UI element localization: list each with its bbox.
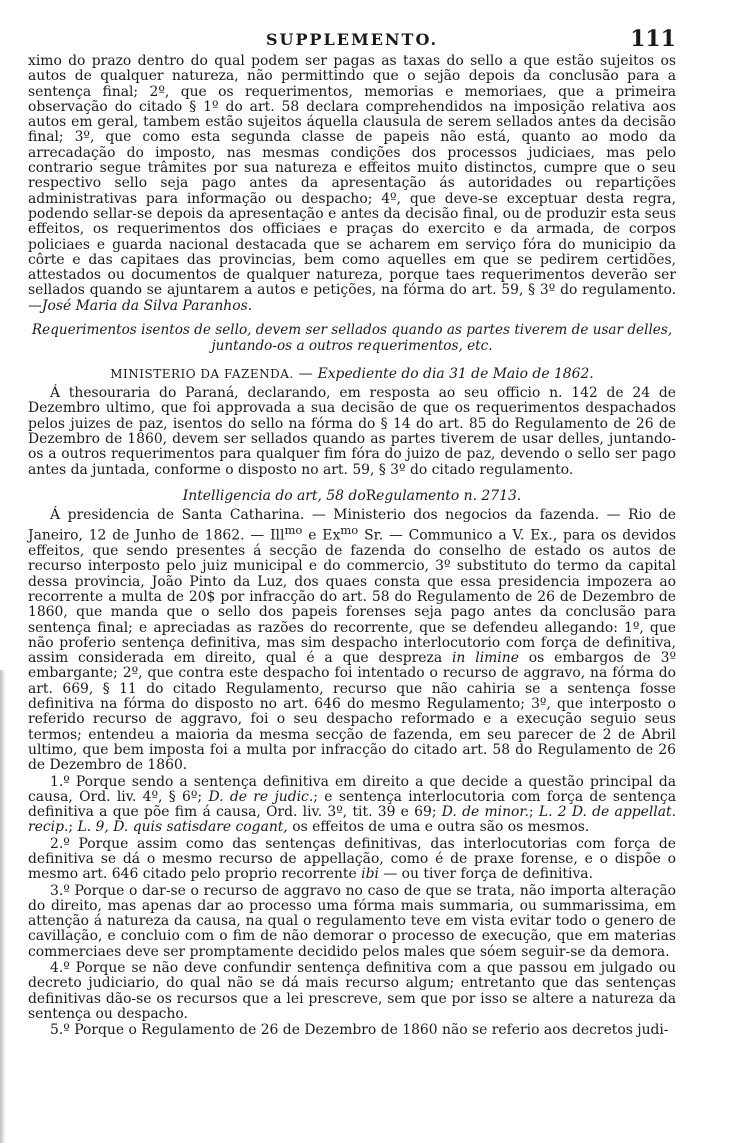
paragraph-thesouraria: Á thesouraria do Paraná, declarando, em resposta ao seu officio n. 142 de 24 de Dezembro ultimo, que foi approvada a sua decisão de que os requerimentos despachados pelos juizes de paz, isentos do sello na fórma do § 14 do art. 85 do Regulamento de 26 de Dezembro de 1860, devem ser sellados quando as partes tiverem de usar delles, juntando-os a outros requerimentos para qualquer fim fóra do juizo de paz, devendo o sello ser pago antes da juntada, conforme o disposto no art. 59, § 3º do citado regulamento. bbox=[28, 385, 676, 478]
ministry-dash: — bbox=[298, 366, 313, 383]
reason-1-text-a: 1.º Porque sendo a sentença definitiva em direito a que decide a questão principal da causa, Ord. liv. 4º, § 6º; bbox=[28, 773, 676, 805]
page-header bbox=[28, 18, 676, 54]
section-heading-initial: R bbox=[365, 487, 377, 504]
ministry-heading bbox=[28, 366, 676, 382]
reason-1-citation-f: L. 2 D. de appellat. recip. bbox=[28, 804, 676, 836]
paragraph-presidencia bbox=[28, 508, 676, 774]
presidencia-text-1: Á presidencia de Santa Catharina. — Ministerio dos negocios da fazenda. — Rio de Janeiro, 12 de Junho de 1862. — Ill bbox=[28, 506, 676, 544]
numbered-reason-4: 4.º Porque se não deve confundir sentença definitiva com a que passou em julgado ou decreto judiciario, do qual não se dá mais recurso algum; entretanto que das sentenças definitivas dão-se os recursos que a lei prescreve, sem que por isso se altere a natureza da sentença ou despacho. bbox=[28, 960, 676, 1022]
reason-1-text-e: ; bbox=[528, 804, 539, 821]
superscript-mo-1: mo bbox=[284, 523, 303, 538]
reason-1-citation-h: L. 9, D. quis satisdare cogant, bbox=[77, 819, 288, 836]
reason-1-text-c: ; e sentença interlocutoria com força de sentença definitiva a que põe fim á causa, Ord. liv. 3º, tit. 39 e 69; bbox=[28, 788, 676, 821]
signature: José Maria da Silva Paranhos. bbox=[41, 297, 253, 314]
numbered-reason-1 bbox=[28, 775, 676, 836]
reason-1-text-i: os effeitos de uma e outra são os mesmos. bbox=[287, 819, 590, 836]
page-edge-shadow bbox=[0, 670, 6, 1143]
book-page bbox=[28, 18, 676, 1133]
presidencia-text-2: e Ex bbox=[302, 527, 341, 544]
numbered-reason-5: 5.º Porque o Regulamento de 26 de Dezembro de 1860 não se referio aos decretos judi- bbox=[50, 1022, 669, 1039]
numbered-reason-3: 3.º Porque o dar-se o recurso de aggravo no caso de que se trata, não importa alteração do direito, mas apenas dar ao processo uma fórma mais summaria, ou summarissima, em attenção á natureza da causa, na qual o regulamento teve em vista evitar todo o genero de cavillação, e concluio com o fim de não demorar o processo de execução, que em materias commerciaes deve ser promptamente decidido pelos males que sóem seguir-se da demora. bbox=[28, 882, 676, 960]
reason-1-citation-d: D. de minor. bbox=[441, 804, 529, 821]
reason-2-latin-ibi: ibi bbox=[361, 866, 379, 883]
numbered-reason-2 bbox=[28, 837, 676, 883]
dispatch-date: Expediente do dia 31 de Maio de 1862. bbox=[317, 366, 594, 383]
superscript-mo-2: mo bbox=[340, 523, 359, 538]
ministry-name: MINISTERIO DA FAZENDA. bbox=[110, 367, 294, 382]
continued-paragraph-text: ximo do prazo dentro do qual podem ser pagas as taxas do sello a que estão sujeitos os autos de qualquer natureza, não permittindo que o sejão depois da conclusão para a sentença final; 2º, que os requerimentos, memorias e memoriaes, que a primeira observação do citado § 1º do art. 58 declara comprehendidos na imposição relativa aos autos em geral, tambem estão sujeitos áquella clausula de serem sellados antes da decisão final; 3º, que como esta segunda classe de papeis não está, quanto ao modo da arrecadação do imposto, nas mesmas condições dos processos judiciaes, mas pelo contrario segue trâmites por sua natureza e effeitos muito distinctos, cumpre que o seu respectivo sello seja pago antes da apresentação ás autoridades ou repartições administrativas para informação ou despacho; 4º, que deve-se exceptuar desta regra, podendo sellar-se depois da apresentação e antes da decisão final, ou de produzir esta seus effeitos, os requerimentos dos officiaes e praças do exercito e da armada, de corpos policiaes e guarda nacional destacada que se acharem em serviço fóra do municipio da côrte e das capitaes das provincias, bem como aquelles em que se pedirem certidões, attestados ou documentos de qualquer natureza, porque taes requerimentos deverão ser sellados quando se ajuntarem a autos e petições, na fórma do art. 59, § 3º do regulamento.— bbox=[28, 53, 676, 314]
continued-paragraph bbox=[28, 54, 676, 314]
running-title: SUPPLEMENTO. bbox=[265, 30, 439, 49]
reason-1-text-g: ; bbox=[68, 819, 78, 836]
section-heading bbox=[28, 488, 676, 504]
reason-1-citation-b: D. de re judic. bbox=[208, 788, 314, 805]
reason-2-text-c: — ou tiver força de definitiva. bbox=[378, 866, 593, 883]
reason-2-text-a: 2.º Porque assim como das sentenças definitivas, das interlocutorias com força de definitiva se dá o mesmo recurso de appellação, como é de praxe forense, e o dispõe o mesmo art. 646 citado pelo proprio recorrente bbox=[28, 835, 676, 883]
rubric-heading: Requerimentos isentos de sello, devem ser sellados quando as partes tiverem de usar delles, juntando-os a outros requerimentos, etc. bbox=[31, 322, 673, 355]
presidencia-text-3: Sr. — Communico a V. Ex., para os devidos effeitos, que sendo presentes á secção de fazenda do conselho de estado os autos de recurso interposto pelo juiz municipal e do commercio, 3º substituto do termo da capital dessa provincia, João Pinto da Luz, dos quaes consta que essa presidencia impozera ao recorrente a multa de 20$ por infracção do art. 58 do Regulamento de 26 de Dezembro de 1860, que manda que o sello dos papeis forenses seja pago antes da conclusão para sentença final; e apreciadas as razões do recorrente, que se defendeu allegando: 1º, que não proferio sentença definitiva, mas sim despacho interlocutorio com força de definitiva, assim considerada em direito, qual é a que despreza bbox=[28, 527, 676, 667]
presidencia-text-4: os embargos de 3º embargante; 2º, que contra este despacho foi intentado o recurso de aggravo, na fórma do art. 669, § 11 do citado Regulamento, recurso que não cahiria se a sentença fosse definitiva na fórma do disposto no art. 646 do mesmo Regulamento; 3º, que interposto o referido recurso de aggravo, foi o seu despacho reformado e a execução seguio seus termos; entendeu a maioria da mesma secção de fazenda, em seu parecer de 2 de Abril ultimo, que bem imposta foi a multa por infracção do citado art. 58 do Regulamento de 26 de Dezembro de 1860. bbox=[28, 650, 676, 774]
section-heading-end: egulamento n. 2713. bbox=[376, 487, 522, 504]
page-number: 111 bbox=[630, 26, 676, 52]
section-heading-start: Intelligencia do art, 58 do bbox=[182, 487, 366, 504]
latin-phrase: in limine bbox=[451, 650, 519, 667]
